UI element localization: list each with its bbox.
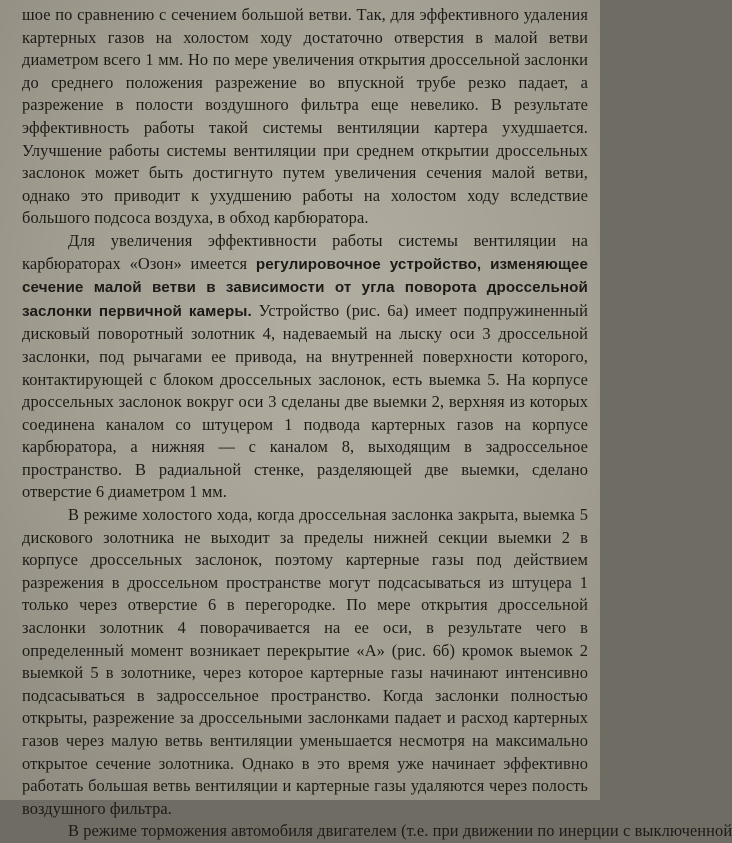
paragraph-2-rest: Устройство (рис. 6а) имеет подпружиненный дисковый поворотный золотник 4, надеваемый на лыску оси 3 дроссельной заслонки, под рычагами ее привода, на внутренней поверхности которого, контактирующей с блоком дроссельных заслонок, есть выемка 5. На корпусе дроссельных заслонок вокруг оси 3 сделаны две выемки 2, верхняя из которых соединена каналом со штуцером 1 подвода картерных газов на корпусе карбюратора, а нижняя — с каналом 8, выходящим в задроссельное пространство. В радиальной стенке, разделяющей две выемки, сделано отверстие 6 диаметром 1 мм.	[22, 300, 588, 502]
paragraph-3: В режиме холостого хода, когда дроссельная заслонка закрыта, выемка 5 дискового золотника не выходит за пределы нижней секции выемки 2 в корпусе дроссельных заслонок, поэтому картерные газы под действием разрежения в дроссельном пространстве могут подсасываться из штуцера 1 только через отверстие 6 в перегородке. По мере открытия дроссельной заслонки золотник 4 поворачивается на ее оси, в результате чего в определенный момент возникает перекрытие «А» (рис. 6б) кромок выемок 2 выемкой 5 в золотнике, через которое картерные газы начинают интенсивно подсасываться в задроссельное пространство. Когда заслонки полностью открыты, разрежение за дроссельными заслонками падает и расход картерных газов через малую ветвь вентиляции уменьшается несмотря на максимально открытое сечение золотника. Однако в это время уже начинает эффективно работать большая ветвь вентиляции и картерные газы удаляются через полость воздушного фильтра.	[22, 505, 588, 818]
paragraph-4: В режиме торможения автомобиля двигателем (т.е. при движении по инерции с выключенной	[68, 821, 732, 841]
paragraph-2-start: Для увеличения эффективности работы системы вентиляции на карбюраторах «Озон» имеется	[22, 230, 588, 273]
paragraph-2	[22, 230, 588, 504]
paragraph-1: шое по сравнению с сечением большой ветви. Так, для эффективного удаления картерных газов на холостом ходу достаточно отверстия в малой ветви диаметром всего 1 мм. Но по мере увеличения открытия дроссельной заслонки до среднего положения разрежение во впускной трубе резко падает, а разрежение в полости воздушного фильтра еще невелико. В результате эффективность работы такой системы вентиляции картера ухудшается. Улучшение работы системы вентиляции при среднем открытии дроссельных заслонок может быть достигнуто путем увеличения сечения малой ветви, однако это приводит к ухудшению работы на холостом ходу вследствие большого подсоса воздуха, в обход карбюратора.	[22, 5, 588, 228]
page-text	[22, 4, 732, 843]
bold-term: регулировочное устройство, изменяющее сечение малой ветви в зависимости от угла поворота дроссельной заслонки первичной камеры.	[22, 255, 588, 320]
